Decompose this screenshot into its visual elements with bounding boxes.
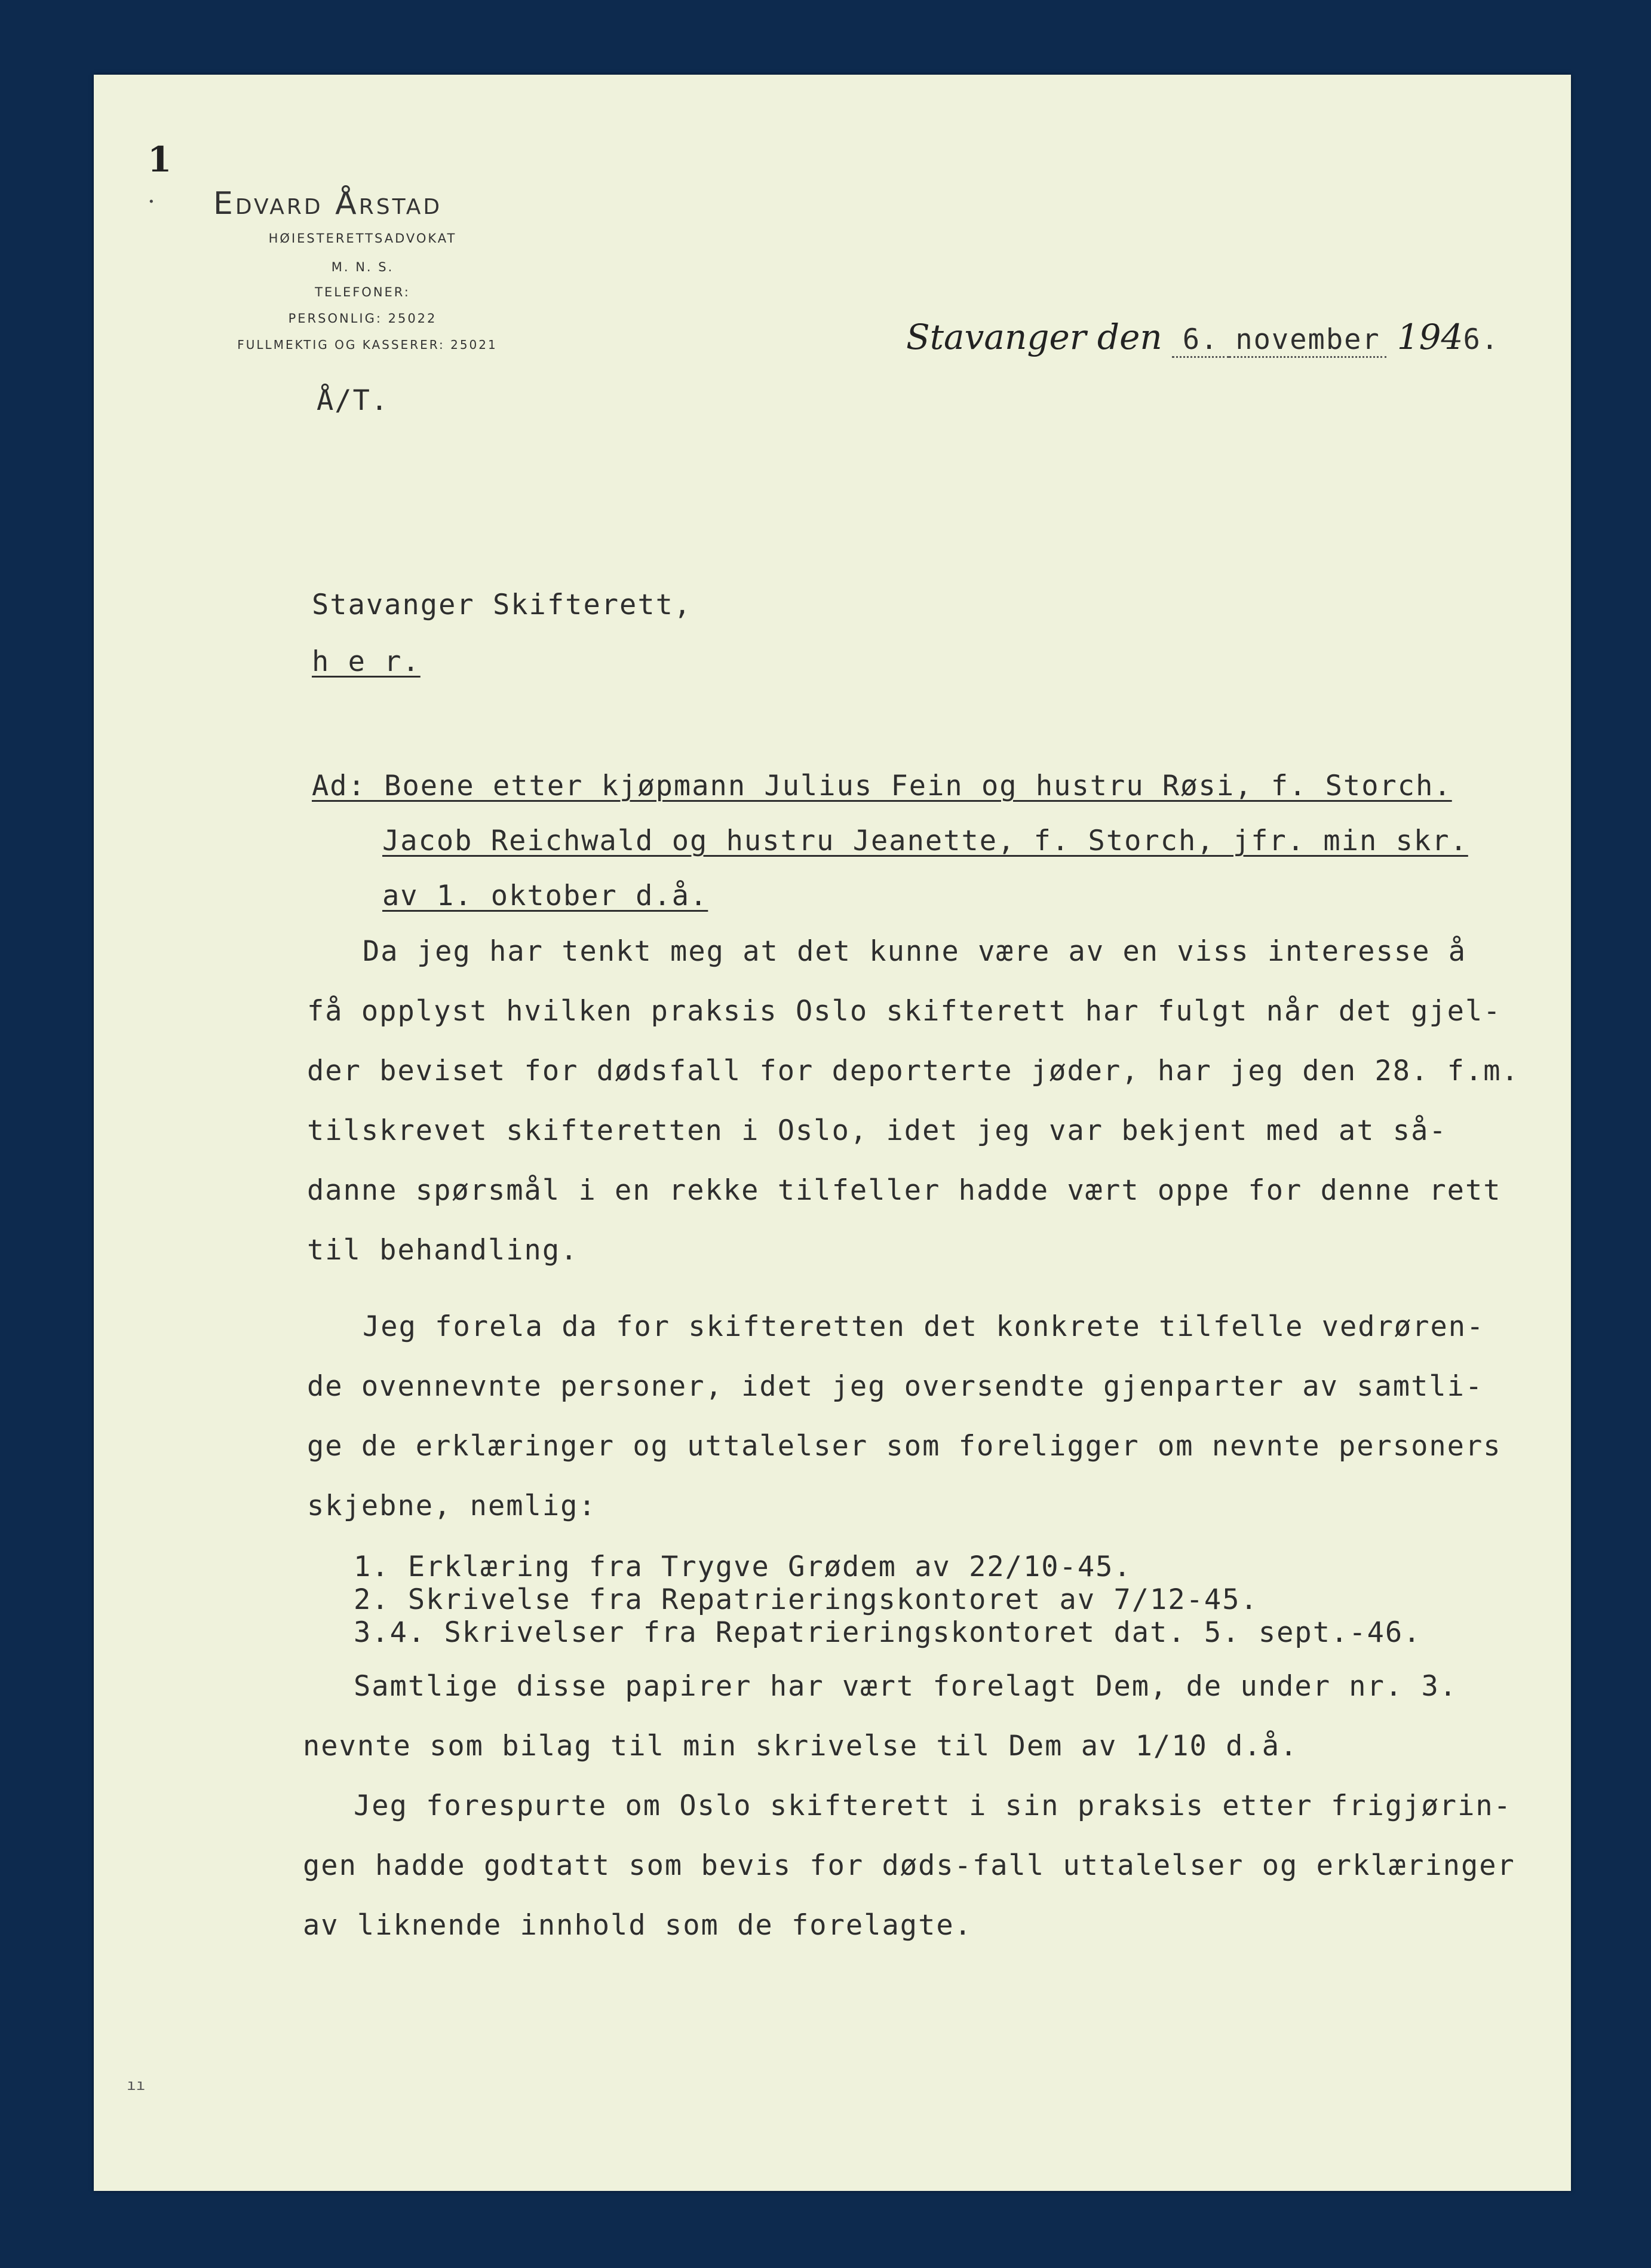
recipient-place: h e r. [312,645,421,678]
date-day: 6. [1172,323,1230,358]
date-month: november [1229,323,1386,358]
body-p2-line-2: de ovennevnte personer, idet jeg oversendte gjenparter av samtli- [307,1370,1484,1403]
subject-line-1: Ad: Boene etter kjøpmann Julius Fein og hustru Røsi, f. Storch. [312,770,1452,802]
body-p1-line-4: tilskrevet skifteretten i Oslo, idet jeg var bekjent med at så- [307,1114,1447,1147]
letterhead-name: Edvard Årstad [213,186,443,222]
list-item-1: 1. Erklæring fra Trygve Grødem av 22/10-45. [354,1550,1132,1583]
body-p1-line-1: Da jeg har tenkt meg at det kunne være av en viss interesse å [363,935,1467,968]
corner-dot: · [148,188,155,216]
reference: Å/T. [317,384,389,417]
body-p2-line-1: Jeg forela da for skifteretten det konkrete tilfelle vedrøren- [363,1310,1485,1343]
list-item-2: 2. Skrivelse fra Repatrieringskontoret av 7/12-45. [354,1583,1259,1616]
letterhead-phone-clerk: FULLMEKTIG OG KASSERER: 25021 [237,338,498,352]
letterhead-phones-label: TELEFONER: [315,285,410,299]
body-p4-line-3: av liknende innhold som de forelagte. [303,1909,972,1942]
subject-line-2: Jacob Reichwald og hustru Jeanette, f. Storch, jfr. min skr. [382,825,1468,857]
list-item-3: 3.4. Skrivelser fra Repatrieringskontoret dat. 5. sept.-46. [354,1616,1422,1649]
body-p2-line-4: skjebne, nemlig: [307,1489,597,1522]
body-p4-line-2: gen hadde godtatt som bevis for døds-fall uttalelser og erklæringer [303,1849,1515,1882]
body-p3-line-2: nevnte som bilag til min skrivelse til Dem av 1/10 d.å. [303,1730,1299,1763]
margin-mark: ıı [127,2076,146,2094]
date-year-prefix: 194 [1397,317,1463,357]
date-line [906,317,1499,358]
recipient-name: Stavanger Skifterett, [312,589,692,621]
corner-mark: 1 [148,139,172,180]
letterhead-title: HØIESTERETTSADVOKAT [268,231,457,246]
body-p1-line-3: der beviset for dødsfall for deporterte jøder, har jeg den 28. f.m. [307,1055,1520,1087]
body-p4-line-1: Jeg forespurte om Oslo skifterett i sin praksis etter frigjørin- [354,1789,1512,1822]
body-p1-line-5: danne spørsmål i en rekke tilfeller hadde vært oppe for denne rett [307,1174,1502,1207]
letterhead-phone-personal: PERSONLIG: 25022 [288,311,437,326]
letter-page [94,75,1571,2191]
body-p2-line-3: ge de erklæringer og uttalelser som foreligger om nevnte personers [307,1430,1502,1463]
body-p1-line-2: få opplyst hvilken praksis Oslo skifterett har fulgt når det gjel- [307,995,1502,1028]
date-year-suffix: 6. [1463,323,1500,356]
body-p1-line-6: til behandling. [307,1234,579,1267]
letterhead-mns: M. N. S. [331,260,394,274]
body-p3-line-1: Samtlige disse papirer har vært forelagt Dem, de under nr. 3. [354,1670,1458,1703]
date-city: Stavanger den [906,317,1162,357]
subject-line-3: av 1. oktober d.å. [382,879,708,912]
